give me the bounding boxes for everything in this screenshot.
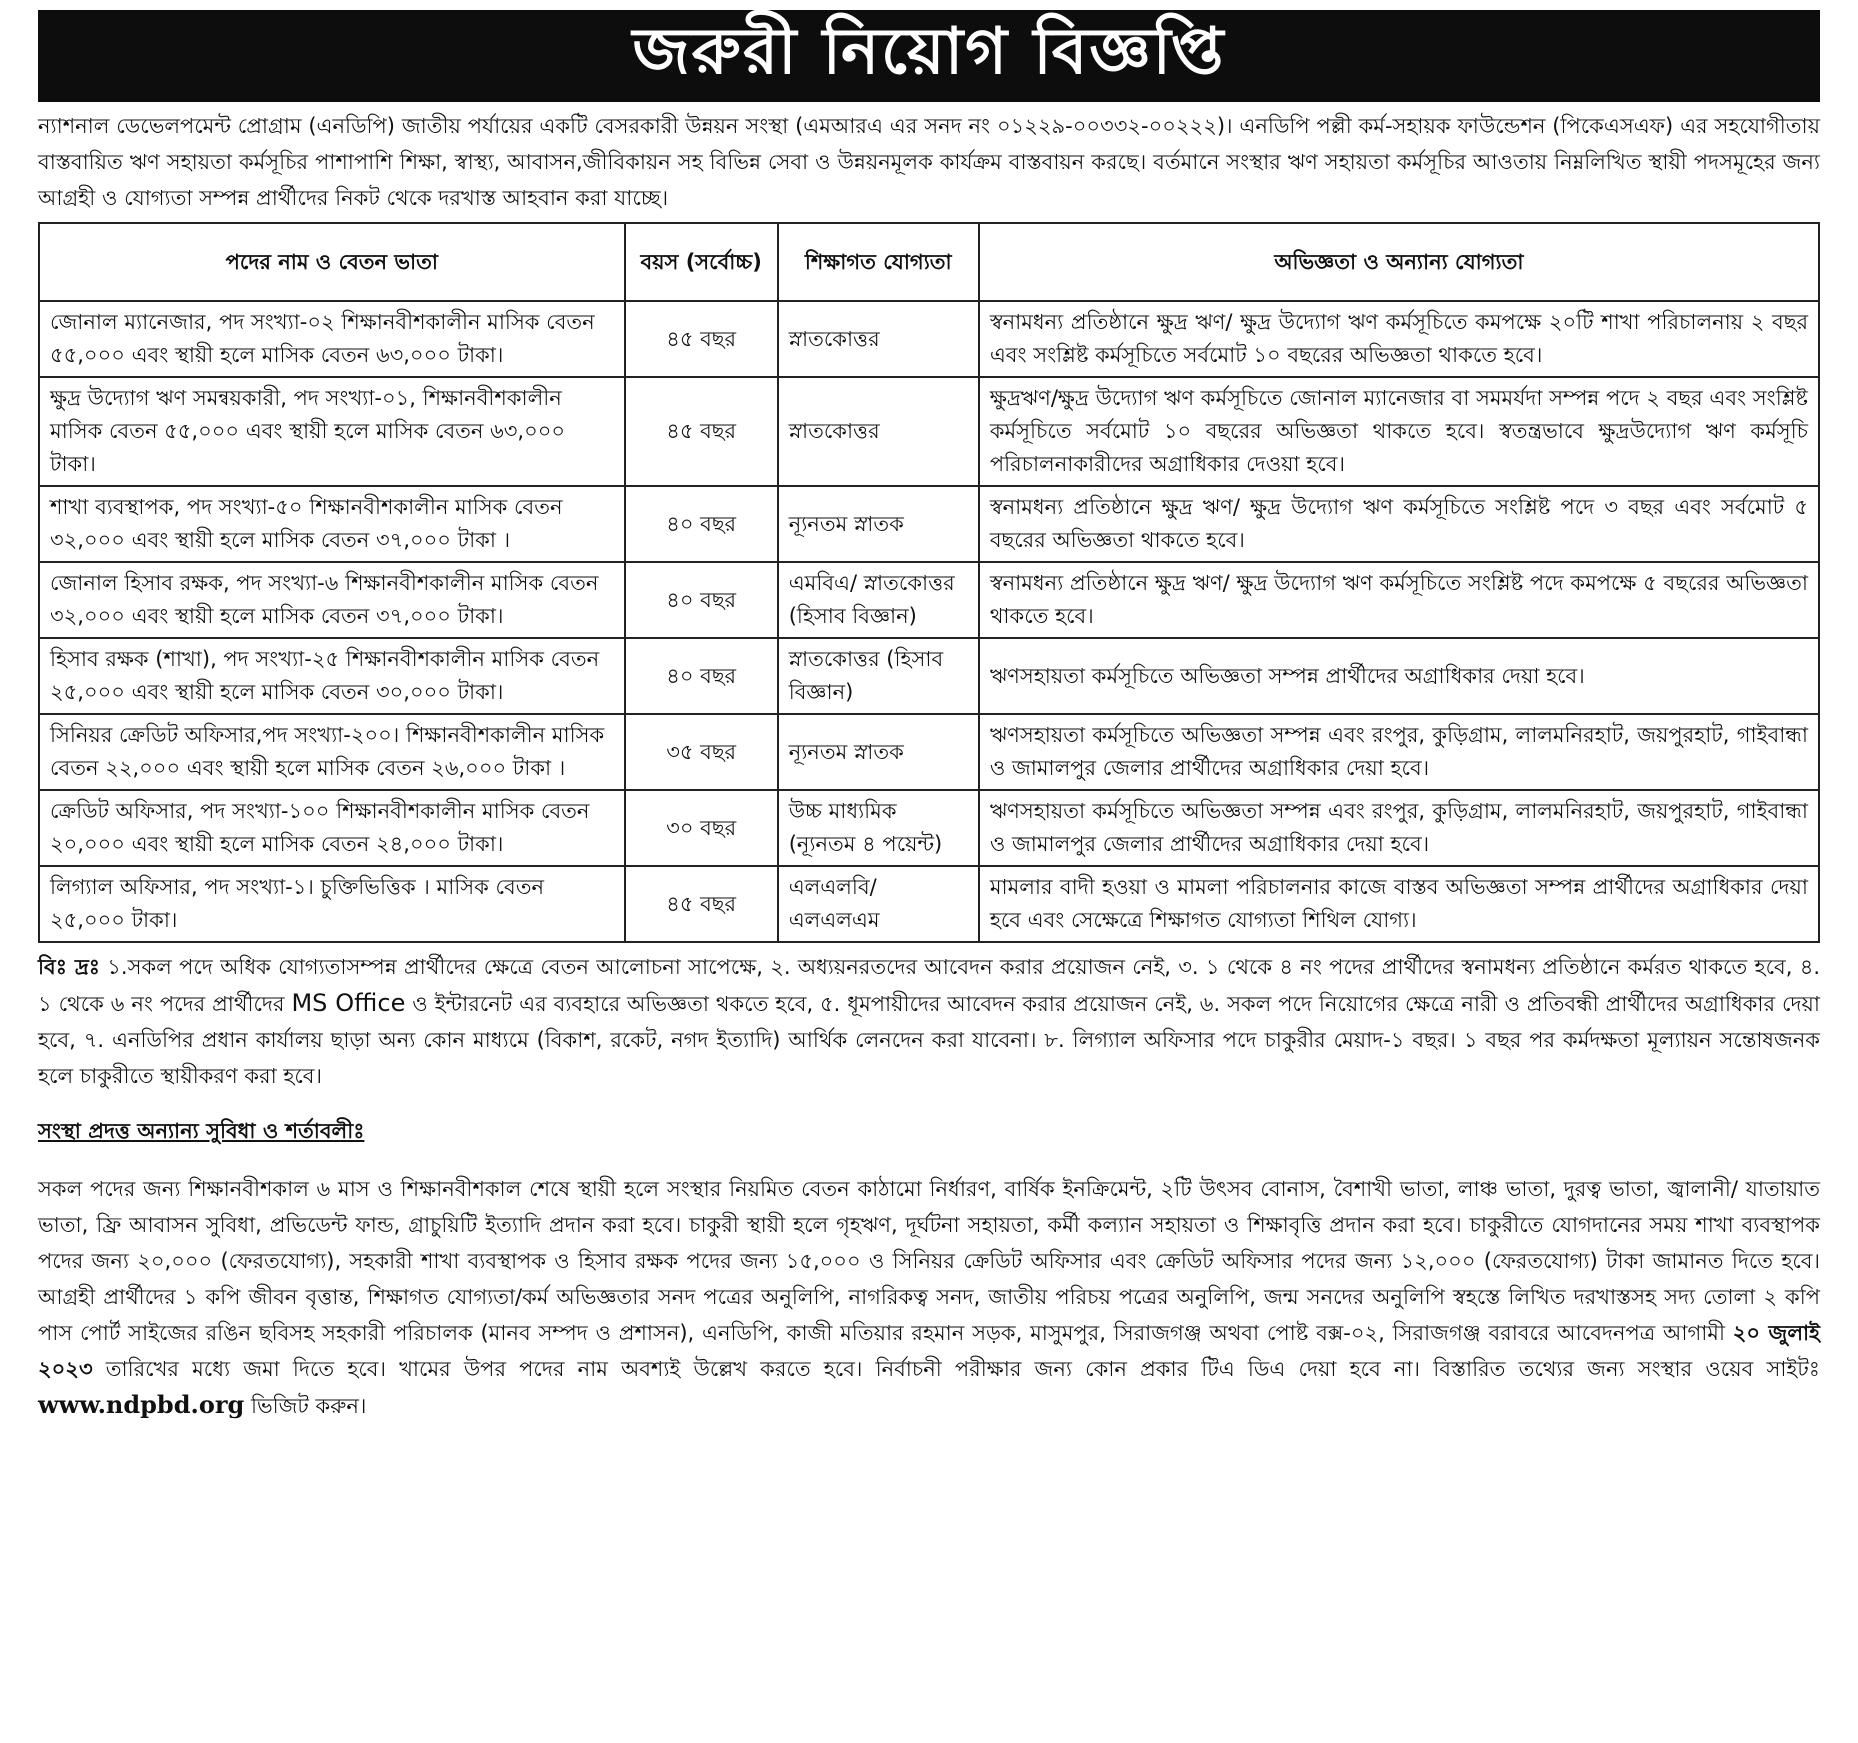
- table-row: [39, 638, 1819, 714]
- experience-cell: ঋণসহায়তা কর্মসূচিতে অভিজ্ঞতা সম্পন্ন এবং রংপুর, কুড়িগ্রাম, লালমনিরহাট, জয়পুরহাট, গাইবান্ধা ও জামালপুর জেলার প্রার্থীদের অগ্রাধিকার দেয়া হবে।: [979, 714, 1819, 790]
- notes-paragraph: [38, 949, 1820, 1094]
- age-cell: ৩০ বছর: [625, 790, 778, 866]
- post-cell: ক্রেডিট অফিসার, পদ সংখ্যা-১০০ শিক্ষানবীশকালীন মাসিক বেতন ২০,০০০ এবং স্থায়ী হলে মাসিক বেতন ২৪,০০০ টাকা।: [39, 790, 625, 866]
- age-cell: ৪৫ বছর: [625, 301, 778, 377]
- post-cell: শাখা ব্যবস্থাপক, পদ সংখ্যা-৫০ শিক্ষানবীশকালীন মাসিক বেতন ৩২,০০০ এবং স্থায়ী হলে মাসিক বেতন ৩৭,০০০ টাকা ।: [39, 486, 625, 562]
- table-row: [39, 301, 1819, 377]
- header-education: শিক্ষাগত যোগ্যতা: [778, 223, 979, 301]
- benefits-heading: সংস্থা প্রদত্ত অন্যান্য সুবিধা ও শর্তাবলীঃ: [38, 1119, 365, 1143]
- experience-cell: স্বনামধন্য প্রতিষ্ঠানে ক্ষুদ্র ঋণ/ ক্ষুদ্র উদ্যোগ ঋণ কর্মসূচিতে কমপক্ষে ২০টি শাখা পরিচালনায় ২ বছর এবং সংশ্লিষ্ট কর্মসূচিতে সর্বমোট ১০ বছরের অভিজ্ঞতা থাকতে হবে।: [979, 301, 1819, 377]
- header-age: বয়স (সর্বোচ্চ): [625, 223, 778, 301]
- education-cell: স্নাতকোত্তর (হিসাব বিজ্ঞান): [778, 638, 979, 714]
- age-cell: ৪৫ বছর: [625, 866, 778, 942]
- table-row: [39, 714, 1819, 790]
- benefits-text-part1: সকল পদের জন্য শিক্ষানবীশকাল ৬ মাস ও শিক্ষানবীশকাল শেষে স্থায়ী হলে সংস্থার নিয়মিত বেতন কাঠামো নির্ধারণ, বার্ষিক ইনক্রিমেন্ট, ২টি উৎসব বোনাস, বৈশাখী ভাতা, লাঞ্চ ভাতা, দুরত্ব ভাতা, জ্বালানী/ যাতায়াত ভাতা, ফ্রি আবাসন সুবিধা, প্রভিডেন্ট ফান্ড, গ্রাচুয়িটি ইত্যাদি প্রদান করা হবে। চাকুরী স্থায়ী হলে গৃহঋণ, দূর্ঘটনা সহায়তা, কর্মী কল্যান সহায়তা ও শিক্ষাবৃত্তি প্রদান করা হবে। চাকুরীতে যোগদানের সময় শাখা ব্যবস্থাপক পদের জন্য ২০,০০০ (ফেরতযোগ্য), সহকারী শাখা ব্যবস্থাপক ও হিসাব রক্ষক পদের জন্য ১৫,০০০ ও সিনিয়র ক্রেডিট অফিসার এবং ক্রেডিট অফিসার পদের জন্য ১২,০০০ (ফেরতযোগ্য) টাকা জামানত দিতে হবে। আগ্রহী প্রার্থীদের ১ কপি জীবন বৃত্তান্ত, শিক্ষাগত যোগ্যতা/কর্ম অভিজ্ঞতার সনদ পত্রের অনুলিপি, নাগরিকত্ব সনদ, জাতীয় পরিচয় পত্রের অনুলিপি, জন্ম সনদের অনুলিপি স্বহস্তে লিখিত দরখাস্তসহ সদ্য তোলা ২ কপি পাস পোর্ট সাইজের রঙিন ছবিসহ সহকারী পরিচালক (মানব সম্পদ ও প্রশাসন), এনডিপি, কাজী মতিয়ার রহমান সড়ক, মাসুমপুর, সিরাজগঞ্জ অথবা পোষ্ট বক্স-০২, সিরাজগঞ্জ বরাবরে আবেদনপত্র আগামী: [38, 1177, 1820, 1345]
- header-experience: অভিজ্ঞতা ও অন্যান্য যোগ্যতা: [979, 223, 1819, 301]
- notes-lead: বিঃ দ্রঃ: [38, 955, 100, 979]
- education-cell: স্নাতকোত্তর: [778, 377, 979, 486]
- age-cell: ৪০ বছর: [625, 562, 778, 638]
- age-cell: ৪০ বছর: [625, 486, 778, 562]
- table-row: [39, 562, 1819, 638]
- notes-text-part2: ও ইন্টারনেট এর ব্যবহারে অভিজ্ঞতা থকতে হবে, ৫. ধূমপায়ীদের আবেদন করার প্রয়োজন নেই, ৬. সকল পদে নিয়োগের ক্ষেত্রে নারী ও প্রতিবন্ধী প্রার্থীদের অগ্রাধিকার দেয়া হবে, ৭. এনডিপির প্রধান কার্যালয় ছাড়া অন্য কোন মাধ্যমে (বিকাশ, রকেট, নগদ ইত্যাদি) আর্থিক লেনদেন করা যাবেনা। ৮. লিগ্যাল অফিসার পদে চাকুরীর মেয়াদ-১ বছর। ১ বছর পর কর্মদক্ষতা মূল্যায়ন সন্তোষজনক হলে চাকুরীতে স্থায়ীকরণ করা হবে।: [38, 992, 1821, 1088]
- education-cell: উচ্চ মাধ্যমিক (ন্যূনতম ৪ পয়েন্ট): [778, 790, 979, 866]
- table-row: [39, 377, 1819, 486]
- education-cell: ন্যূনতম স্নাতক: [778, 486, 979, 562]
- table-row: [39, 486, 1819, 562]
- notes-text-part1: ১.সকল পদে অধিক যোগ্যতাসম্পন্ন প্রার্থীদের ক্ষেত্রে বেতন আলোচনা সাপেক্ষে, ২. অধ্যয়নরতদের আবেদন করার প্রয়োজন নেই, ৩. ১ থেকে ৪ নং পদের প্রার্থীদের স্বনামধন্য প্রতিষ্ঠানে কর্মরত থাকতে হবে, ৪. ১ থেকে ৬ নং পদের প্রার্থীদের: [38, 955, 1820, 1016]
- intro-paragraph: ন্যাশনাল ডেভেলপমেন্ট প্রোগ্রাম (এনডিপি) জাতীয় পর্যায়ের একটি বেসরকারী উন্নয়ন সংস্থা (এমআরএ এর সনদ নং ০১২২৯-০০৩৩২-০০২২২)। এনডিপি পল্লী কর্ম-সহায়ক ফাউন্ডেশন (পিকেএসএফ) এর সহযোগীতায় বাস্তবায়িত ঋণ সহায়তা কর্মসূচির পাশাপাশি শিক্ষা, স্বাস্থ্য, আবাসন,জীবিকায়ন সহ বিভিন্ন সেবা ও উন্নয়নমূলক কার্যক্রম বাস্তবায়ন করছে। বর্তমানে সংস্থার ঋণ সহায়তা কর্মসূচির আওতায় নিম্নলিখিত স্থায়ী পদসমূহের জন্য আগ্রহী ও যোগ্যতা সম্পন্ন প্রার্থীদের নিকট থেকে দরখাস্ত আহবান করা যাচ্ছে।: [38, 114, 1820, 210]
- job-table: [38, 222, 1820, 943]
- experience-cell: মামলার বাদী হওয়া ও মামলা পরিচালনার কাজে বাস্তব অভিজ্ঞতা সম্পন্ন প্রার্থীদের অগ্রাধিকার দেয়া হবে এবং সেক্ষেত্রে শিক্ষাগত যোগ্যতা শিথিল যোগ্য।: [979, 866, 1819, 942]
- website-link[interactable]: www.ndpbd.org: [38, 1390, 245, 1419]
- benefits-text-part2: তারিখের মধ্যে জমা দিতে হবে। খামের উপর পদের নাম অবশ্যই উল্লেখ করতে হবে। নির্বাচনী পরীক্ষার জন্য কোন প্রকার টিএ ডিএ দেয়া হবে না। বিস্তারিত তথ্যের জন্য সংস্থার ওয়েব সাইটঃ: [105, 1357, 1820, 1381]
- title-banner: [38, 10, 1820, 102]
- ms-office-text: MS Office: [291, 989, 406, 1017]
- education-cell: এলএলবি/ এলএলএম: [778, 866, 979, 942]
- post-cell: জোনাল ম্যানেজার, পদ সংখ্যা-০২ শিক্ষানবীশকালীন মাসিক বেতন ৫৫,০০০ এবং স্থায়ী হলে মাসিক বেতন ৬৩,০০০ টাকা।: [39, 301, 625, 377]
- age-cell: ৪৫ বছর: [625, 377, 778, 486]
- experience-cell: ক্ষুদ্রঋণ/ক্ষুদ্র উদ্যোগ ঋণ কর্মসূচিতে জোনাল ম্যানেজার বা সমমর্যদা সম্পন্ন পদে ২ বছর এবং সংশ্লিষ্ট কর্মসূচিতে সর্বমোট ১০ বছরের অভিজ্ঞতা থাকতে হবে। স্বতন্ত্রভাবে ক্ষুদ্রউদ্যোগ ঋণ কর্মসূচি পরিচালনাকারীদের অগ্রাধিকার দেওয়া হবে।: [979, 377, 1819, 486]
- age-cell: ৩৫ বছর: [625, 714, 778, 790]
- post-cell: সিনিয়র ক্রেডিট অফিসার,পদ সংখ্যা-২০০। শিক্ষানবীশকালীন মাসিক বেতন ২২,০০০ এবং স্থায়ী হলে মাসিক বেতন ২৬,০০০ টাকা ।: [39, 714, 625, 790]
- experience-cell: ঋণসহায়তা কর্মসূচিতে অভিজ্ঞতা সম্পন্ন এবং রংপুর, কুড়িগ্রাম, লালমনিরহাট, জয়পুরহাট, গাইবান্ধা ও জামালপুর জেলার প্রার্থীদের অগ্রাধিকার দেয়া হবে।: [979, 790, 1819, 866]
- table-row: [39, 790, 1819, 866]
- notice-title: জরুরী নিয়োগ বিজ্ঞপ্তি: [632, 14, 1226, 89]
- post-cell: হিসাব রক্ষক (শাখা), পদ সংখ্যা-২৫ শিক্ষানবীশকালীন মাসিক বেতন ২৫,০০০ এবং স্থায়ী হলে মাসিক বেতন ৩০,০০০ টাকা।: [39, 638, 625, 714]
- experience-cell: স্বনামধন্য প্রতিষ্ঠানে ক্ষুদ্র ঋণ/ ক্ষুদ্র উদ্যোগ ঋণ কর্মসূচিতে সংশ্লিষ্ট পদে কমপক্ষে ৫ বছরের অভিজ্ঞতা থাকতে হবে।: [979, 562, 1819, 638]
- age-cell: ৪০ বছর: [625, 638, 778, 714]
- education-cell: এমবিএ/ স্নাতকোত্তর (হিসাব বিজ্ঞান): [778, 562, 979, 638]
- post-cell: ক্ষুদ্র উদ্যোগ ঋণ সমন্বয়কারী, পদ সংখ্যা-০১, শিক্ষানবীশকালীন মাসিক বেতন ৫৫,০০০ এবং স্থায়ী হলে মাসিক বেতন ৬৩,০০০ টাকা।: [39, 377, 625, 486]
- experience-cell: ঋণসহায়তা কর্মসূচিতে অভিজ্ঞতা সম্পন্ন প্রার্থীদের অগ্রাধিকার দেয়া হবে।: [979, 638, 1819, 714]
- education-cell: স্নাতকোত্তর: [778, 301, 979, 377]
- post-cell: জোনাল হিসাব রক্ষক, পদ সংখ্যা-৬ শিক্ষানবীশকালীন মাসিক বেতন ৩২,০০০ এবং স্থায়ী হলে মাসিক বেতন ৩৭,০০০ টাকা।: [39, 562, 625, 638]
- experience-cell: স্বনামধন্য প্রতিষ্ঠানে ক্ষুদ্র ঋণ/ ক্ষুদ্র উদ্যোগ ঋণ কর্মসূচিতে সংশ্লিষ্ট পদে ৩ বছর এবং সর্বমোট ৫ বছরের অভিজ্ঞতা থাকতে হবে।: [979, 486, 1819, 562]
- table-row: [39, 866, 1819, 942]
- benefits-text-part3: ভিজিট করুন।: [250, 1394, 367, 1418]
- table-header-row: [39, 223, 1819, 301]
- recruitment-notice: [0, 10, 1858, 1743]
- application-deadline: ২০ জুলাই ২০২৩: [38, 1321, 1820, 1381]
- education-cell: ন্যূনতম স্নাতক: [778, 714, 979, 790]
- header-post: পদের নাম ও বেতন ভাতা: [39, 223, 625, 301]
- benefits-paragraph: [38, 1171, 1820, 1424]
- post-cell: লিগ্যাল অফিসার, পদ সংখ্যা-১। চুক্তিভিত্তিক । মাসিক বেতন ২৫,০০০ টাকা।: [39, 866, 625, 942]
